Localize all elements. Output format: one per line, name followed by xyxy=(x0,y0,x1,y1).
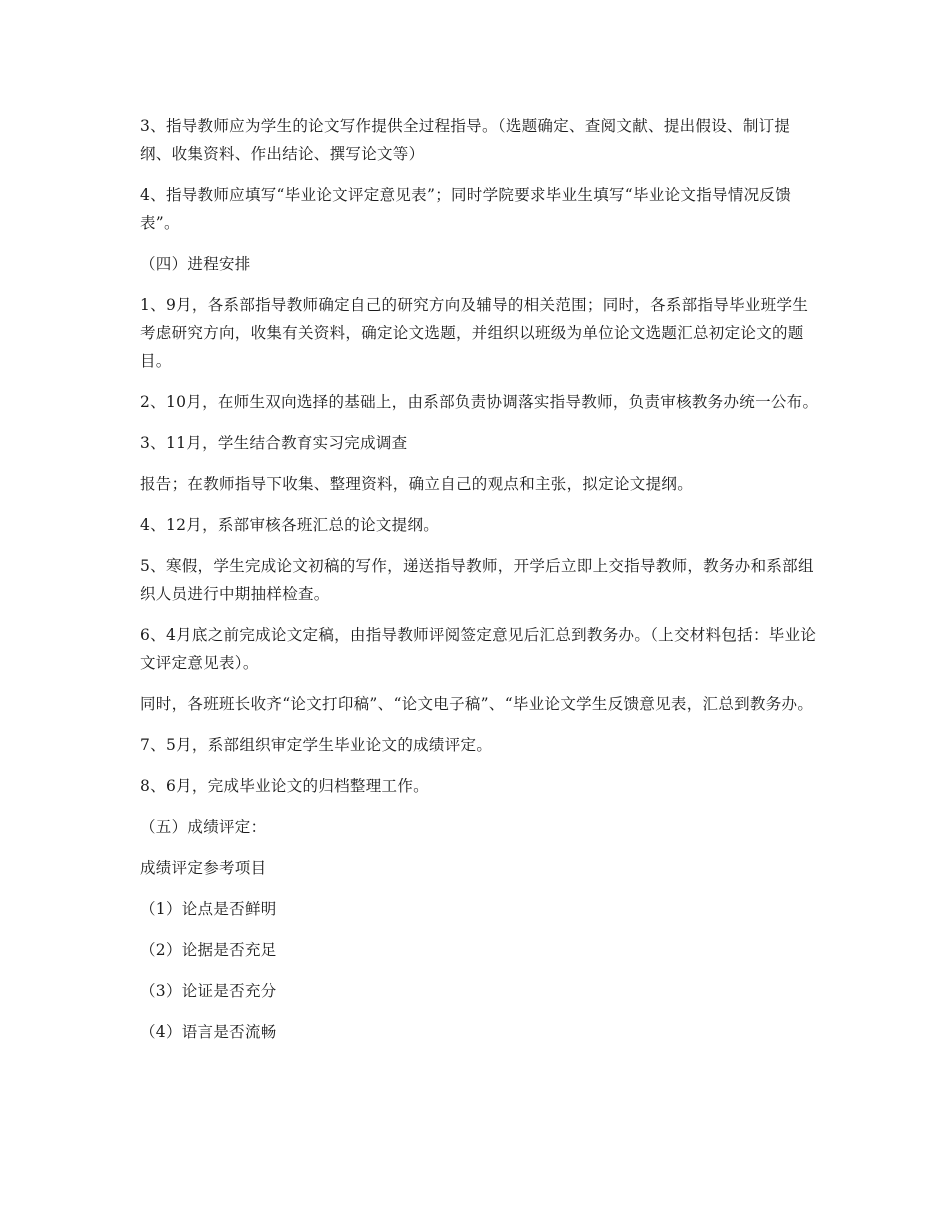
section-heading-schedule: （四）进程安排 xyxy=(140,255,251,273)
paragraph-june: 8、6月，完成毕业论文的归档整理工作。 xyxy=(140,777,429,795)
paragraph-november: 3、11月，学生结合教育实习完成调查 xyxy=(140,434,408,452)
paragraph-april: 6、4月底之前完成论文定稿，由指导教师评阅签定意见后汇总到教务办。（上交材料包括：毕业论文评定意见表）。 xyxy=(140,626,817,672)
document-body xyxy=(140,112,820,1059)
list-item-argument: （1）论点是否鲜明 xyxy=(140,900,277,918)
paragraph-evaluation-form: 4、指导教师应填写“毕业论文评定意见表”；同时学院要求毕业生填写“毕业论文指导情况反馈表”。 xyxy=(140,186,792,232)
paragraph-winter-break: 5、寒假，学生完成论文初稿的写作，递送指导教师，开学后立即上交指导教师，教务办和系部组织人员进行中期抽样检查。 xyxy=(140,557,814,603)
list-item-reasoning: （3）论证是否充分 xyxy=(140,982,277,1000)
paragraph-class-leaders: 同时，各班班长收齐“论文打印稿”、“论文电子稿”、“毕业论文学生反馈意见表，汇总到教务办。 xyxy=(140,695,814,713)
paragraph-may: 7、5月，系部组织审定学生毕业论文的成绩评定。 xyxy=(140,736,493,754)
paragraph-september: 1、9月，各系部指导教师确定自己的研究方向及辅导的相关范围；同时，各系部指导毕业班学生考虑研究方向，收集有关资料，确定论文选题，并组织以班级为单位论文选题汇总初定论文的题目。 xyxy=(140,296,809,370)
list-item-evidence: （2）论据是否充足 xyxy=(140,941,277,959)
paragraph-report: 报告；在教师指导下收集、整理资料，确立自己的观点和主张，拟定论文提纲。 xyxy=(140,475,694,493)
paragraph-grading-items: 成绩评定参考项目 xyxy=(140,859,267,877)
list-item-language: （4）语言是否流畅 xyxy=(140,1023,277,1041)
section-heading-grading: （五）成绩评定： xyxy=(140,818,267,836)
paragraph-october: 2、10月，在师生双向选择的基础上，由系部负责协调落实指导教师，负责审核教务办统一公布。 xyxy=(140,393,819,411)
paragraph-december: 4、12月，系部审核各班汇总的论文提纲。 xyxy=(140,516,440,534)
paragraph-guidance-process: 3、指导教师应为学生的论文写作提供全过程指导。（选题确定、查阅文献、提出假设、制订提纲、收集资料、作出结论、撰写论文等） xyxy=(140,117,791,163)
